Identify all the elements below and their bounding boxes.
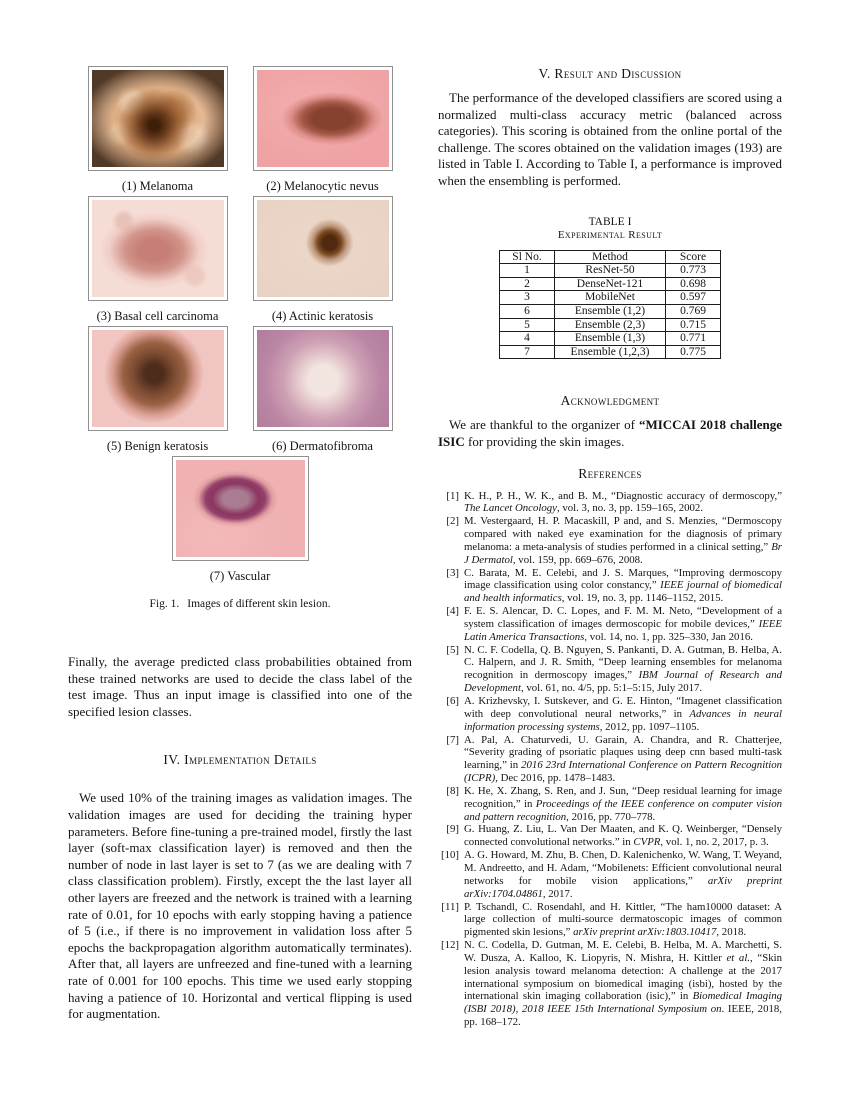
- reference-text: M. Vestergaard, H. P. Macaskill, P and, and S. Menzies, “Dermoscopy compared with naked eye examination for the diagnosis of primary melanoma: a meta-analysis of studies performed in a clinical setting,” Br J Dermatol, vol. 159, pp. 669–676, 2008.: [464, 515, 782, 566]
- reference-text: A. Krizhevsky, I. Sutskever, and G. E. Hinton, “Imagenet classification with deep convolutional neural networks,” in Advances in neural information processing systems, 2012, pp. 1097–1105.: [464, 695, 783, 733]
- cell-sl: 1: [500, 264, 555, 278]
- figure-melanocytic-nevus: [253, 66, 393, 193]
- cell-score: 0.597: [666, 291, 721, 305]
- cell-sl: 4: [500, 332, 555, 346]
- reference-item: [438, 567, 782, 606]
- reference-item: [438, 823, 782, 849]
- cell-method: DenseNet-121: [555, 277, 666, 291]
- image-frame: [253, 326, 393, 431]
- figure-caption: (5) Benign keratosis: [106, 439, 209, 453]
- figure-caption: (6) Dermatofibroma: [271, 439, 373, 453]
- melanoma-image: [92, 70, 224, 167]
- table-row: [500, 332, 721, 346]
- figure-1-label: Fig. 1.: [149, 598, 180, 610]
- results-table: [499, 250, 721, 360]
- reference-label: [12]: [441, 939, 459, 952]
- figure-caption: (7) Vascular: [209, 569, 271, 583]
- figure-basal-cell-carcinoma: [88, 196, 228, 323]
- reference-label: [1]: [446, 489, 459, 502]
- reference-text: A. G. Howard, M. Zhu, B. Chen, D. Kalenichenko, W. Wang, T. Weyand, M. Andreetto, and H. Adam, “Mobilenets: Efficient convolutional neural networks for mobile vision applications,” arXiv preprint arXiv:1704.04861, 2017.: [464, 849, 782, 900]
- reference-item: [438, 695, 782, 734]
- figure-actinic-keratosis: [253, 196, 393, 323]
- reference-text: C. Barata, M. E. Celebi, and J. S. Marques, “Improving dermoscopy image classification using color constancy,” IEEE journal of biomedical and health informatics, vol. 19, no. 3, pp. 1146–1152, 2015.: [464, 566, 782, 605]
- figure-benign-keratosis: [88, 326, 228, 453]
- cell-method: Ensemble (1,3): [555, 332, 666, 346]
- reference-text: N. C. Codella, D. Gutman, M. E. Celebi, B. Helba, M. A. Marchetti, S. W. Dusza, A. Kalloo, K. Liopyris, N. Mishra, H. Kittler et al., “Skin lesion analysis toward melanoma detection: A challenge at the 2017 international symposium on biomedical imaging (isbi), hosted by the international skin imaging collaboration (isic),” in Biomedical Imaging (ISBI 2018), 2018 IEEE 15th International Symposium on. IEEE, 2018, pp. 168–172.: [464, 939, 782, 1029]
- vascular-image: [176, 460, 305, 557]
- paragraph-class-probabilities: Finally, the average predicted class probabilities obtained from these trained networks are used to decide the class label of the test image. Thus an input image is classified into one of the specified lesion classes.: [68, 654, 412, 719]
- figure-1-main-caption: [68, 598, 412, 610]
- col-header-score: Score: [666, 250, 721, 264]
- actinic-keratosis-image: [257, 200, 389, 297]
- cell-method: Ensemble (1,2): [555, 304, 666, 318]
- image-frame: [253, 196, 393, 301]
- left-column: [68, 66, 412, 1029]
- reference-label: [7]: [446, 733, 459, 746]
- table-row: [500, 291, 721, 305]
- image-frame: [88, 326, 228, 431]
- cell-sl: 3: [500, 291, 555, 305]
- paragraph-implementation-details: We used 10% of the training images as validation images. The validation images are used for deciding the training hyper parameters. Before fine-tuning a pre-trained model, firstly the last layer (soft-max classification layer) is removed and then the number of node in last layer is set to 7 (as we are dealing with 7 class classification problem). Firstly, except the the last layer all other layers are freezed and the network is trained with a learning rate of 0.01, for 10 epochs with early stopping having a patience of 5 (i.e., if there is no improvement in validation loss after 5 epochs the backpropagation algorithm automatically terminates). After that, all layers are unfreezed and fine-tuned with a learning rate of 0.001 for 100 epochs. This time we used early stopping having a patience of 10. Horizontal and vertical flipping is used for augmentation.: [68, 790, 412, 1022]
- reference-item: [438, 515, 782, 566]
- figure-1-panel: [68, 66, 412, 610]
- cell-sl: 6: [500, 304, 555, 318]
- table-row: [500, 277, 721, 291]
- table-1-caption-title: Experimental Result: [557, 228, 663, 241]
- cell-sl: 5: [500, 318, 555, 332]
- reference-text: N. C. F. Codella, Q. B. Nguyen, S. Pankanti, D. A. Gutman, B. Helba, A. C. Halpern, and J. R. Smith, “Deep learning ensembles for melanoma recognition in dermoscopy images,” IBM Journal of Research and Development, vol. 61, no. 4/5, pp. 5:1–5:15, July 2017.: [464, 643, 782, 695]
- image-frame: [253, 66, 393, 171]
- figure-caption: (1) Melanoma: [121, 179, 194, 193]
- cell-score: 0.698: [666, 277, 721, 291]
- benign-keratosis-image: [92, 330, 224, 427]
- image-frame: [172, 456, 309, 561]
- reference-item: [438, 939, 782, 1029]
- reference-label: [9]: [446, 823, 459, 836]
- reference-item: [438, 490, 782, 516]
- table-1-caption-number: TABLE I: [588, 215, 632, 228]
- reference-item: [438, 785, 782, 824]
- section-v-heading: V. Result and Discussion: [538, 66, 682, 81]
- figure-vascular: [172, 456, 309, 583]
- table-row: [500, 345, 721, 359]
- reference-item: [438, 605, 782, 644]
- acknowledgment-heading: Acknowledgment: [560, 393, 660, 409]
- cell-score: 0.773: [666, 264, 721, 278]
- table-row: [500, 318, 721, 332]
- reference-label: [8]: [446, 784, 459, 797]
- reference-item: [438, 901, 782, 940]
- reference-label: [10]: [441, 849, 459, 862]
- reference-text: K. He, X. Zhang, S. Ren, and J. Sun, “Deep residual learning for image recognition,” in Proceedings of the IEEE conference on computer vision and pattern recognition, 2016, pp. 770–778.: [464, 784, 782, 823]
- references-list: [438, 490, 782, 1029]
- cell-score: 0.769: [666, 304, 721, 318]
- cell-score: 0.771: [666, 332, 721, 346]
- melanocytic-nevus-image: [257, 70, 389, 167]
- basal-cell-carcinoma-image: [92, 200, 224, 297]
- figure-dermatofibroma: [253, 326, 393, 453]
- table-row: [500, 304, 721, 318]
- reference-item: [438, 734, 782, 785]
- table-header-row: [500, 250, 721, 264]
- figure-caption: (2) Melanocytic nevus: [266, 179, 379, 193]
- acknowledgment-paragraph: We are thankful to the organizer of “MICCAI 2018 challenge ISIC for providing the skin images.: [438, 417, 783, 449]
- reference-label: [4]: [446, 605, 459, 618]
- figure-row-1: [68, 66, 412, 193]
- reference-label: [6]: [446, 695, 459, 707]
- image-frame: [88, 196, 228, 301]
- dermatofibroma-image: [257, 330, 389, 427]
- col-header-sl-no: Sl No.: [500, 250, 555, 264]
- cell-sl: 2: [500, 277, 555, 291]
- reference-label: [11]: [441, 900, 459, 913]
- figure-caption: (3) Basal cell carcinoma: [96, 309, 219, 323]
- references-heading: References: [578, 465, 642, 481]
- reference-text: F. E. S. Alencar, D. C. Lopes, and F. M. M. Neto, “Development of a system classification of images dermoscopic for mobile devices,” IEEE Latin America Transactions, vol. 14, no. 1, pp. 325–330, Jan 2016.: [464, 605, 782, 643]
- image-frame: [88, 66, 228, 171]
- reference-text: P. Tschandl, C. Rosendahl, and H. Kittler, “The ham10000 dataset: A large collection of multi-source dermatoscopic images of common pigmented skin lesions,” arXiv preprint arXiv:1803.10417, 2018.: [464, 900, 782, 939]
- reference-text: A. Pal, A. Chaturvedi, U. Garain, A. Chandra, and R. Chatterjee, “Severity grading of psoriatic plaques using deep cnn based multi-task learning,” in 2016 23rd International Conference on Pattern Recognition (ICPR), Dec 2016, pp. 1478–1483.: [464, 733, 782, 785]
- figure-row-4: [68, 456, 412, 583]
- figure-row-3: [68, 326, 412, 453]
- cell-method: Ensemble (2,3): [555, 318, 666, 332]
- cell-method: ResNet-50: [555, 264, 666, 278]
- table-row: [500, 264, 721, 278]
- reference-label: [5]: [446, 643, 459, 656]
- cell-method: Ensemble (1,2,3): [555, 345, 666, 359]
- col-header-method: Method: [555, 250, 666, 264]
- figure-row-2: [68, 196, 412, 323]
- reference-label: [3]: [446, 566, 459, 579]
- right-column: [438, 66, 782, 1029]
- reference-item: [438, 849, 782, 900]
- cell-score: 0.715: [666, 318, 721, 332]
- figure-1-caption-text: Images of different skin lesion.: [187, 598, 331, 610]
- figure-melanoma: [88, 66, 228, 193]
- reference-text: K. H., P. H., W. K., and B. M., “Diagnostic accuracy of dermoscopy,” The Lancet Oncology, vol. 3, no. 3, pp. 159–165, 2002.: [464, 489, 782, 515]
- figure-caption: (4) Actinic keratosis: [271, 309, 374, 323]
- cell-method: MobileNet: [555, 291, 666, 305]
- section-iv-heading: IV. Implementation Details: [163, 752, 317, 768]
- reference-text: G. Huang, Z. Liu, L. Van Der Maaten, and K. Q. Weinberger, “Densely connected convolutional networks.” in CVPR, vol. 1, no. 2, 2017, p. 3.: [464, 823, 782, 849]
- cell-score-best: 0.775: [666, 345, 721, 359]
- paragraph-result-discussion: The performance of the developed classifiers are scored using a normalized multi-class accuracy metric (balanced across categories). This scoring is obtained from the online portal of the challenge. The scores obtained on the validation images (193) are listed in Table I. According to Table I, a performance is improved when the ensembling is performed.: [438, 90, 782, 188]
- reference-item: [438, 644, 782, 695]
- reference-label: [2]: [446, 515, 459, 528]
- cell-sl: 7: [500, 345, 555, 359]
